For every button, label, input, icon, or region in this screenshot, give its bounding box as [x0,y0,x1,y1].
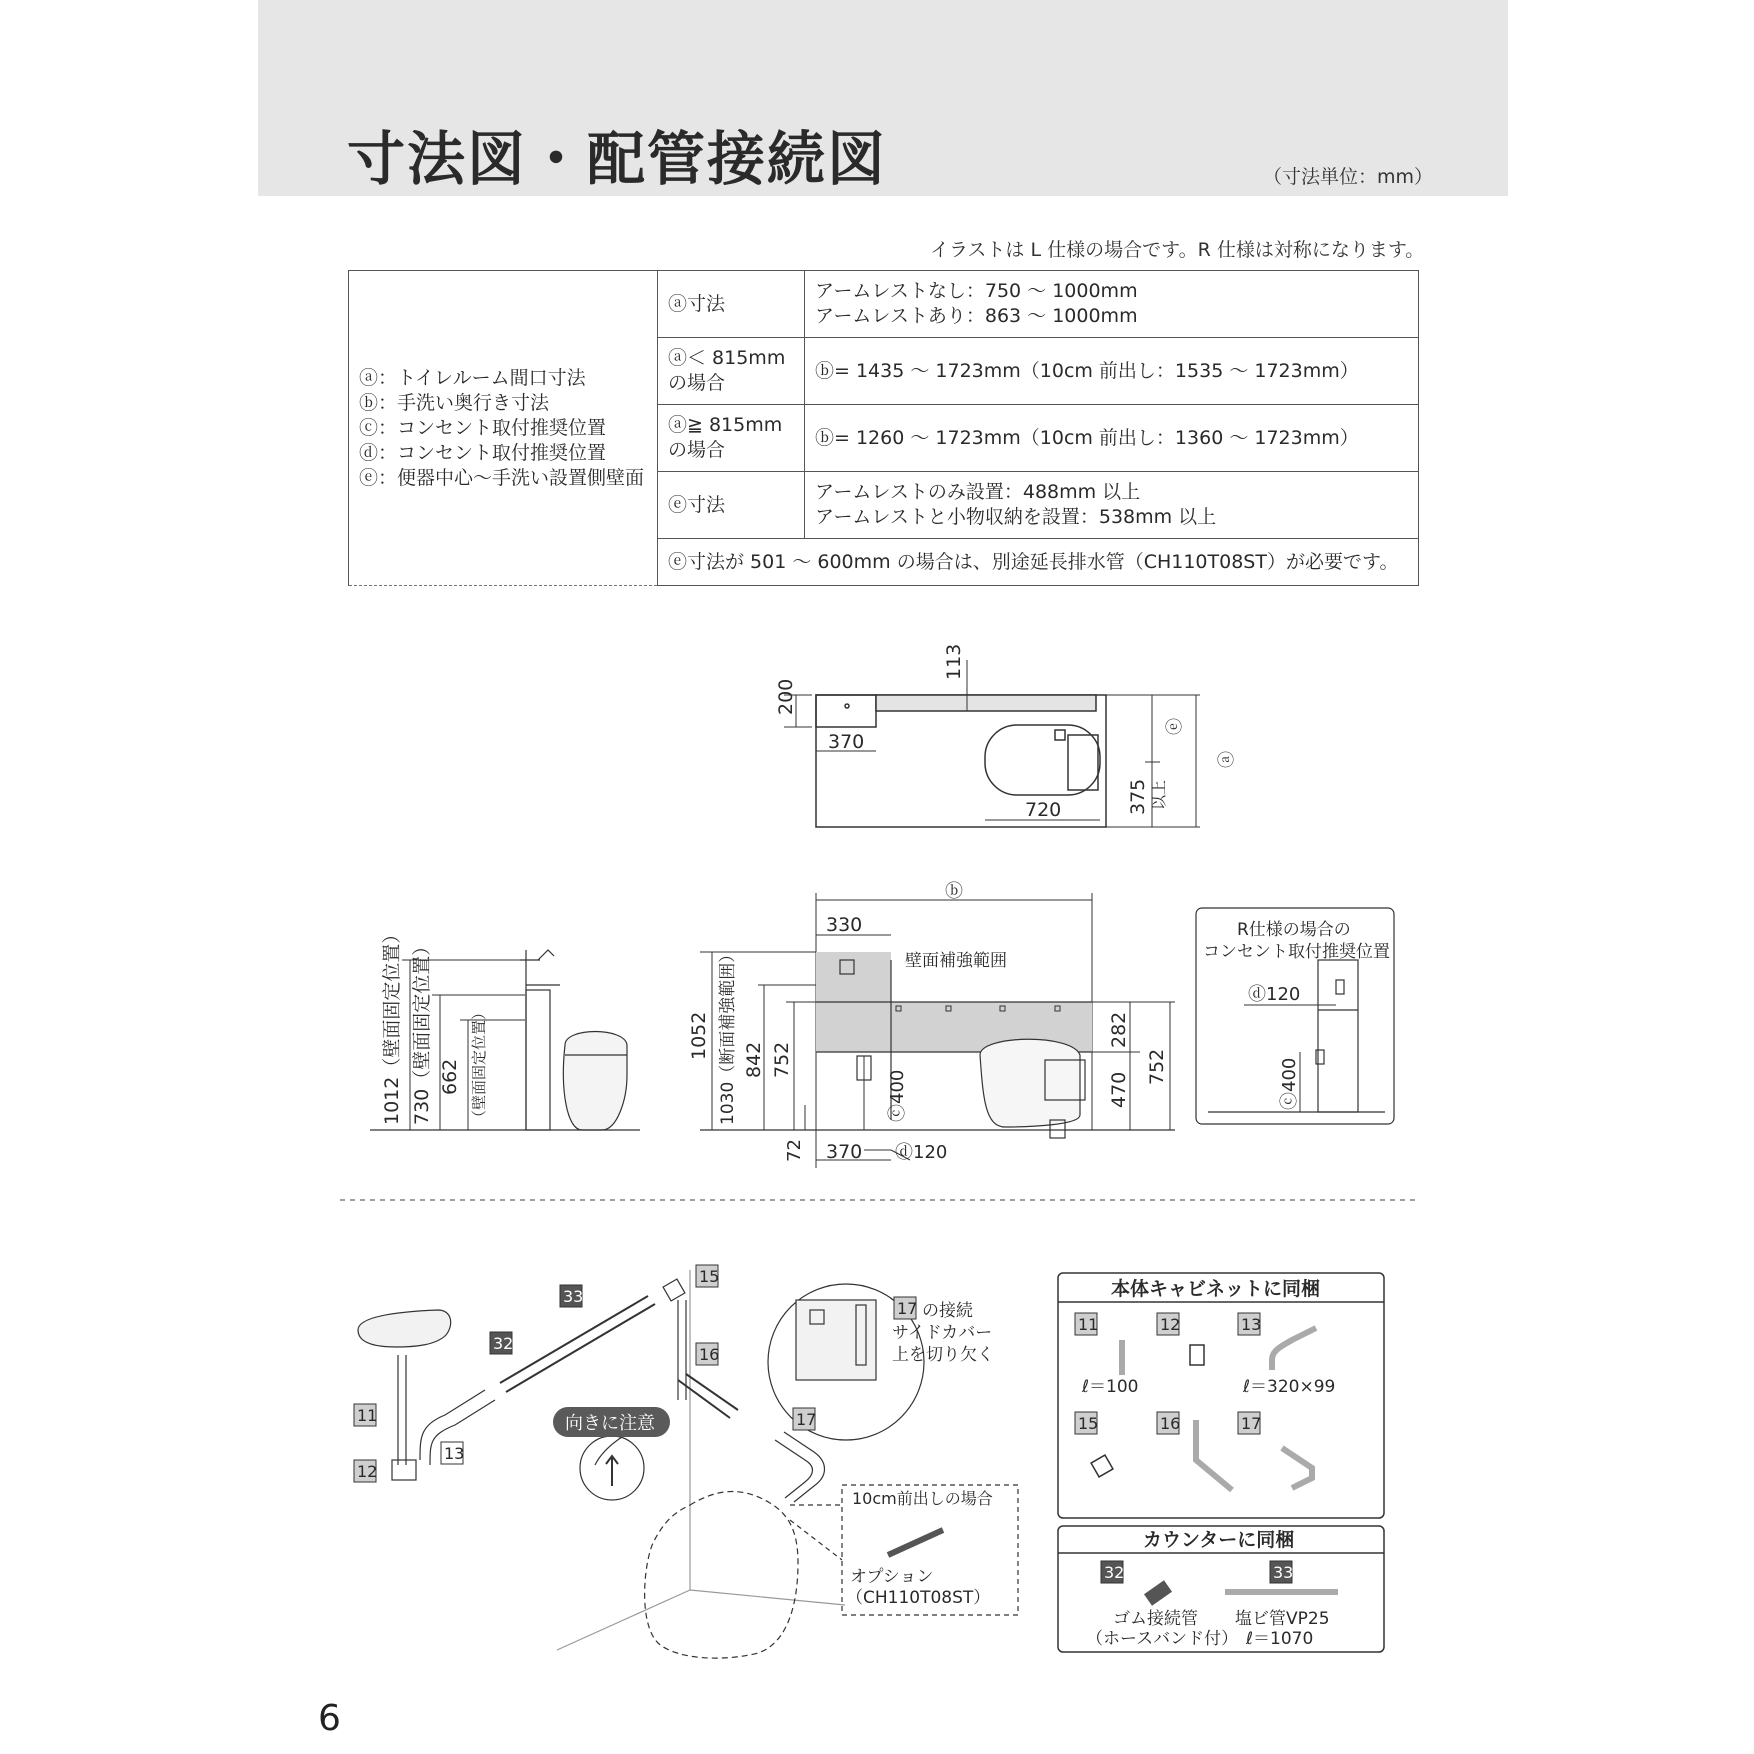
counter-item-32: 32 [1104,1563,1125,1582]
cabinet-box-title: 本体キャビネットに同梱 [1111,1278,1321,1300]
counter-item-32-note-2: （ホースバンド付） [1086,1629,1239,1649]
condition-line: ⓐ≧ 815mm [668,414,783,436]
condition-line: の場合 [668,372,726,394]
front-dim-1030: 1030（断面補強範囲） [718,945,738,1125]
cabinet-item-15: 15 [1078,1414,1099,1433]
detail-note-3: 上を切り欠く [892,1345,994,1365]
cabinet-item-13-note: ℓ＝320×99 [1243,1377,1336,1397]
cabinet-item-11-note: ℓ＝100 [1082,1377,1139,1397]
condition-cell: ⓔ寸法 [658,472,805,539]
value-cell: ⓑ= 1260 〜 1723mm（10cm 前出し：1360 〜 1723mm） [805,405,1419,472]
pipe-label-13: 13 [444,1444,465,1463]
side-dim-662: 662 [439,1058,461,1095]
front-dim-1052: 1052 [688,1011,710,1060]
option-line-1: オプション [850,1567,934,1587]
plan-dim-113: 113 [943,643,965,680]
cabinet-item-12: 12 [1160,1315,1181,1334]
option-title: 10cm前出しの場合 [852,1489,993,1508]
pipe-label-11: 11 [357,1406,378,1425]
pipe-label-12: 12 [357,1462,378,1481]
unit-note: （寸法単位：mm） [1263,166,1434,188]
plan-dim-370: 370 [828,731,865,753]
r-spec-dim-d120: ⓓ120 [1248,984,1301,1005]
pipe-label-16: 16 [699,1345,720,1364]
cabinet-item-16: 16 [1160,1414,1181,1433]
cabinet-item-17: 17 [1241,1414,1262,1433]
piping-labels [354,1265,816,1482]
counter-item-32-note-1: ゴム接続管 [1113,1609,1198,1629]
legend-line: ⓔ：便器中心〜手洗い設置側壁面 [359,466,645,489]
value-line: アームレストあり：863 〜 1000mm [815,305,1138,327]
page-number: 6 [318,1698,341,1739]
counter-item-33-note-1: 塩ビ管VP25 [1235,1609,1330,1629]
front-dim-282: 282 [1108,1011,1130,1048]
side-toilet [563,1032,627,1131]
legend-line: ⓓ：コンセント取付推奨位置 [359,441,607,464]
plan-dim-200: 200 [775,678,797,715]
side-dim-note: （壁面固定位置） [470,1004,488,1125]
caution-text: 向きに注意 [565,1413,655,1434]
r-spec-title-1: R仕様の場合の [1237,920,1351,940]
cabinet-items [1075,1313,1335,1434]
pipe-label-33: 33 [563,1287,584,1306]
legend-line: ⓑ：手洗い奥行き寸法 [359,391,550,414]
detail-num: 17 [897,1299,918,1318]
pipe-label-17: 17 [796,1410,817,1429]
front-dim-752: 752 [771,1041,793,1078]
counter-items [1086,1561,1330,1649]
r-spec-title-2: コンセント取付推奨位置 [1203,942,1390,962]
pipe-label-15: 15 [699,1267,720,1286]
detail-note-2: サイドカバー [892,1323,993,1343]
front-dim-370: 370 [826,1141,863,1163]
front-dim-c400: ⓒ400 [887,1069,908,1122]
front-dim-72: 72 [784,1139,805,1162]
option-line-2: （CH110T08ST） [846,1588,991,1608]
value-line: アームレストのみ設置：488mm 以上 [815,481,1141,503]
front-dim-330: 330 [826,914,863,936]
front-view [700,893,1175,1168]
plan-dim-ijo: 以上 [1150,779,1168,810]
front-label-reinforce: 壁面補強範囲 [905,951,1007,971]
r-spec-dim-c400: ⓒ400 [1279,1057,1300,1110]
r-spec-cabinet [1318,960,1358,1112]
front-dim-b: ⓑ [945,881,963,902]
plan-dim-a: ⓐ [1217,751,1237,768]
footer-cell: ⓔ寸法が 501 〜 600mm の場合は、別途延長排水管（CH110T08ST）が必要です。 [658,539,1419,586]
value-cell: ⓑ= 1435 〜 1723mm（10cm 前出し：1535 〜 1723mm） [805,338,1419,405]
illustration-note: イラストは L 仕様の場合です。R 仕様は対称になります。 [930,239,1425,261]
front-dim-470: 470 [1108,1071,1130,1108]
condition-line: の場合 [668,439,726,461]
front-toilet [980,1039,1080,1127]
counter-box-title: カウンターに同梱 [1143,1529,1295,1551]
condition-line: ⓐ＜ 815mm [668,347,786,369]
detail-note-1: の接続 [922,1301,973,1321]
ghost-toilet [645,1491,798,1658]
side-dim-1012: 1012（壁面固定位置） [381,924,403,1125]
cabinet-item-13: 13 [1241,1315,1262,1334]
value-line: アームレストなし：750 〜 1000mm [815,280,1138,302]
side-dim-730: 730（壁面固定位置） [411,936,433,1125]
legend-line: ⓐ：トイレルーム間口寸法 [359,366,586,389]
page-title: 寸法図・配管接続図 [347,125,888,193]
front-dim-842: 842 [743,1041,765,1078]
value-line: アームレストと小物収納を設置：538mm 以上 [815,506,1217,528]
counter-item-33: 33 [1273,1563,1294,1582]
front-dim-752b: 752 [1146,1048,1168,1085]
cabinet-item-11: 11 [1078,1315,1099,1334]
plan-dim-375: 375 [1127,778,1149,815]
basin [358,1310,451,1347]
condition-cell: ⓐ寸法 [658,271,805,338]
plan-sink [816,695,876,727]
front-dim-d120: ⓓ120 [895,1142,948,1163]
plan-dim-e: ⓔ [1165,718,1185,735]
plan-dim-720: 720 [1025,799,1062,821]
legend-line: ⓒ：コンセント取付推奨位置 [359,416,607,439]
pipe-label-32: 32 [493,1334,514,1353]
counter-item-33-note-2: ℓ＝1070 [1246,1629,1314,1649]
